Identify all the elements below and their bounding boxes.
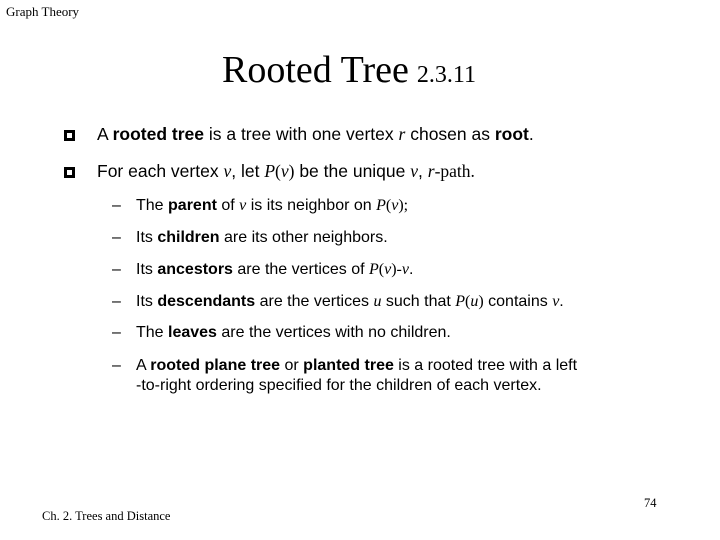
slide-title [222,48,476,92]
term-descendants: descendants [157,293,256,310]
term-leaves: leaves [168,324,217,341]
footer-chapter: Ch. 2. Trees and Distance [42,509,171,523]
subitem-parent: – The parent of v is its neighbor on P(v); [112,197,409,214]
dash-bullet: – [112,229,121,246]
dash-bullet: – [112,197,121,214]
bullet-path-definition: For each vertex v, let P(v) be the unique v, r-path. [64,161,475,182]
square-bullet-icon [64,167,75,178]
term-rooted-tree: rooted tree [112,124,204,144]
term-planted-tree: planted tree [303,357,394,374]
subitem-continuation: -to-right ordering specified for the children of each vertex. [136,377,542,394]
dash-bullet: – [112,261,121,278]
subitem-ancestors: – Its ancestors are the vertices of P(v)-v. [112,261,414,278]
page-number: 74 [644,496,657,510]
term-parent: parent [168,197,217,214]
subitem-planted-tree: – A rooted plane tree or planted tree is a rooted tree with a left -to-right ordering specified for the children of each vertex. [112,357,578,394]
title-text: Rooted Tree [222,49,409,91]
term-rooted-plane-tree: rooted plane tree [150,357,281,374]
square-bullet-icon [64,130,75,141]
section-number: 2.3.11 [416,62,476,88]
term-ancestors: ancestors [157,261,233,278]
subitem-descendants: – Its descendants are the vertices u such that P(u) contains v. [112,293,564,310]
term-root: root [494,124,529,144]
dash-bullet: – [112,357,121,374]
course-header: Graph Theory [6,4,80,19]
subitem-leaves: – The leaves are the vertices with no children. [112,324,451,341]
subitem-children: – Its children are its other neighbors. [112,229,388,246]
bullet-rooted-tree: A rooted tree is a tree with one vertex r chosen as root. [64,124,534,145]
term-children: children [157,229,220,246]
dash-bullet: – [112,293,121,310]
dash-bullet: – [112,324,121,341]
